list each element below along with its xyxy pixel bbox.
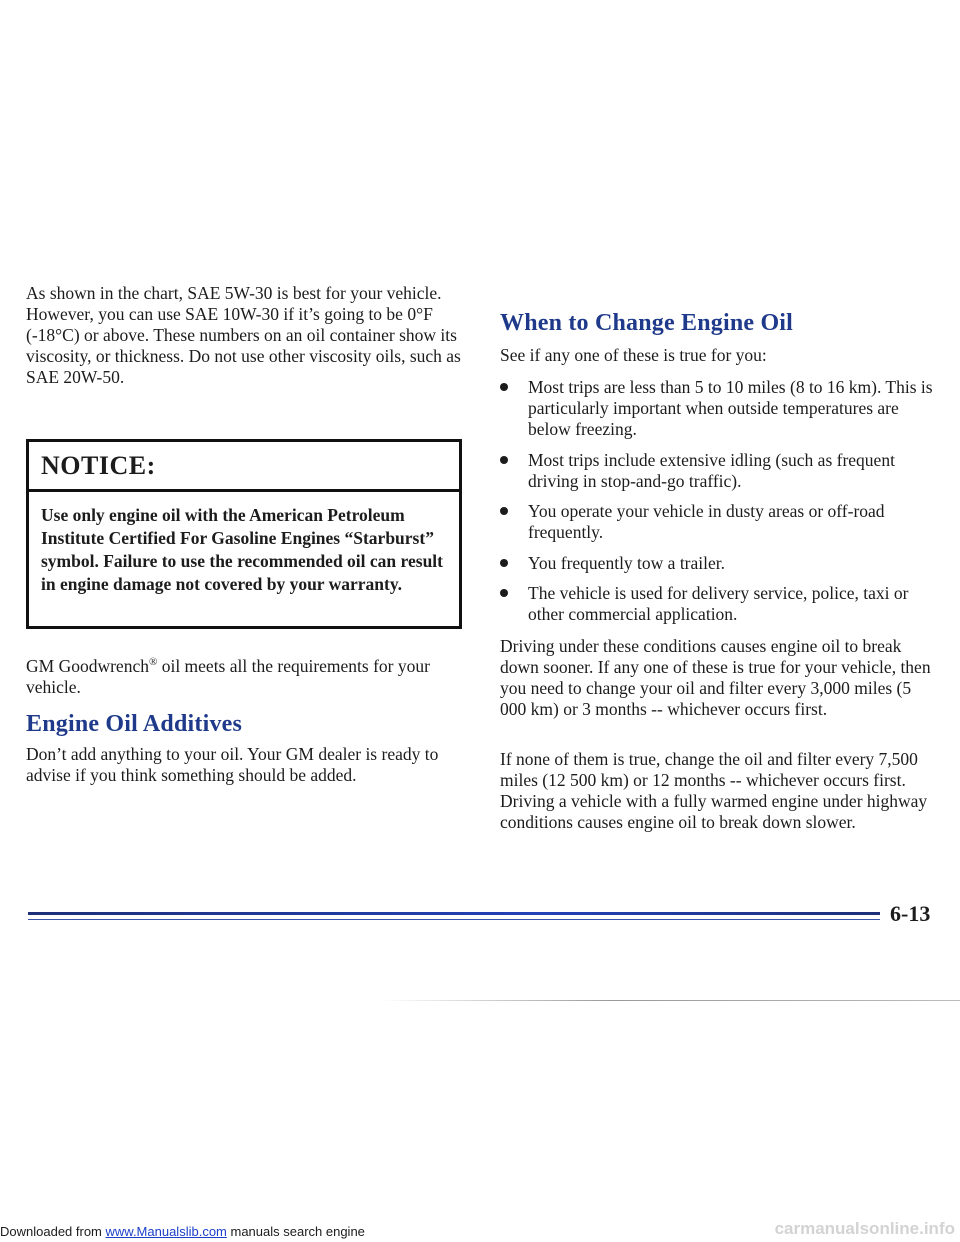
list-item-text: Most trips include extensive idling (such as frequent driving in stop-and-go traffic). [528,450,895,491]
viscosity-intro-paragraph: As shown in the chart, SAE 5W-30 is best for your vehicle. However, you can use SAE 10W-30 if it’s going to be 0°F (-18°C) or above. These numbers on an oil container show its viscosity, or thickness. Do not use other viscosity oils, such as SAE 20W-50. [26,283,461,387]
list-item-text: The vehicle is used for delivery service, police, taxi or other commercial application. [528,583,909,624]
rule-thin-line [28,919,880,920]
bullet-icon [500,507,508,515]
conditions-paragraph: Driving under these conditions causes engine oil to break down sooner. If any one of these is true for your vehicle, then you need to change your oil and filter every 3,000 miles (5 000 km) or 3 months -- whichever occurs first. [500,636,931,719]
lead-sentence: See if any one of these is true for you: [500,345,767,365]
bullet-icon [500,383,508,391]
list-item-text: You frequently tow a trailer. [528,553,726,573]
bullet-icon [500,589,508,597]
rule-thick-line [28,912,880,915]
list-item-text: You operate your vehicle in dusty areas or off-road frequently. [528,501,885,542]
watermark-text: carmanualsonline.info [774,1219,955,1238]
list-item-text: Most trips are less than 5 to 10 miles (8 to 16 km). This is particularly important when outside temperatures are below freezing. [528,377,933,439]
engine-oil-additives-heading: Engine Oil Additives [26,711,243,737]
notice-body: Use only engine oil with the American Petroleum Institute Certified For Gasoline Engines “Starburst” symbol. Failure to use the recommended oil can result in engine damage not covered by your warranty. [41,505,443,594]
bullet-icon [500,456,508,464]
notice-heading: NOTICE: [29,442,459,492]
goodwrench-brand: GM Goodwrench [26,656,149,676]
bullet-icon [500,559,508,567]
when-to-change-oil-heading: When to Change Engine Oil [500,310,794,336]
goodwrench-rest: oil meets all the requirements for your vehicle. [26,656,430,697]
credit-suffix: manuals search engine [226,1224,365,1239]
credit-prefix: Downloaded from [0,1224,106,1239]
otherwise-paragraph: If none of them is true, change the oil and filter every 7,500 miles (12 500 km) or 12 months -- whichever occurs first. Driving a vehicle with a fully warmed engine under highway conditions causes engine oil to break down slower. [500,749,928,832]
additives-paragraph: Don’t add anything to your oil. Your GM dealer is ready to advise if you think something should be added. [26,744,439,785]
page-number: 6-13 [890,901,931,926]
goodwrench-paragraph [26,656,466,698]
notice-box [26,439,462,629]
manualslib-link[interactable]: www.Manualslib.com [105,1224,227,1239]
scan-divider-line [380,1000,960,1001]
page-footer-rule [28,912,880,921]
registered-mark: ® [148,656,158,669]
